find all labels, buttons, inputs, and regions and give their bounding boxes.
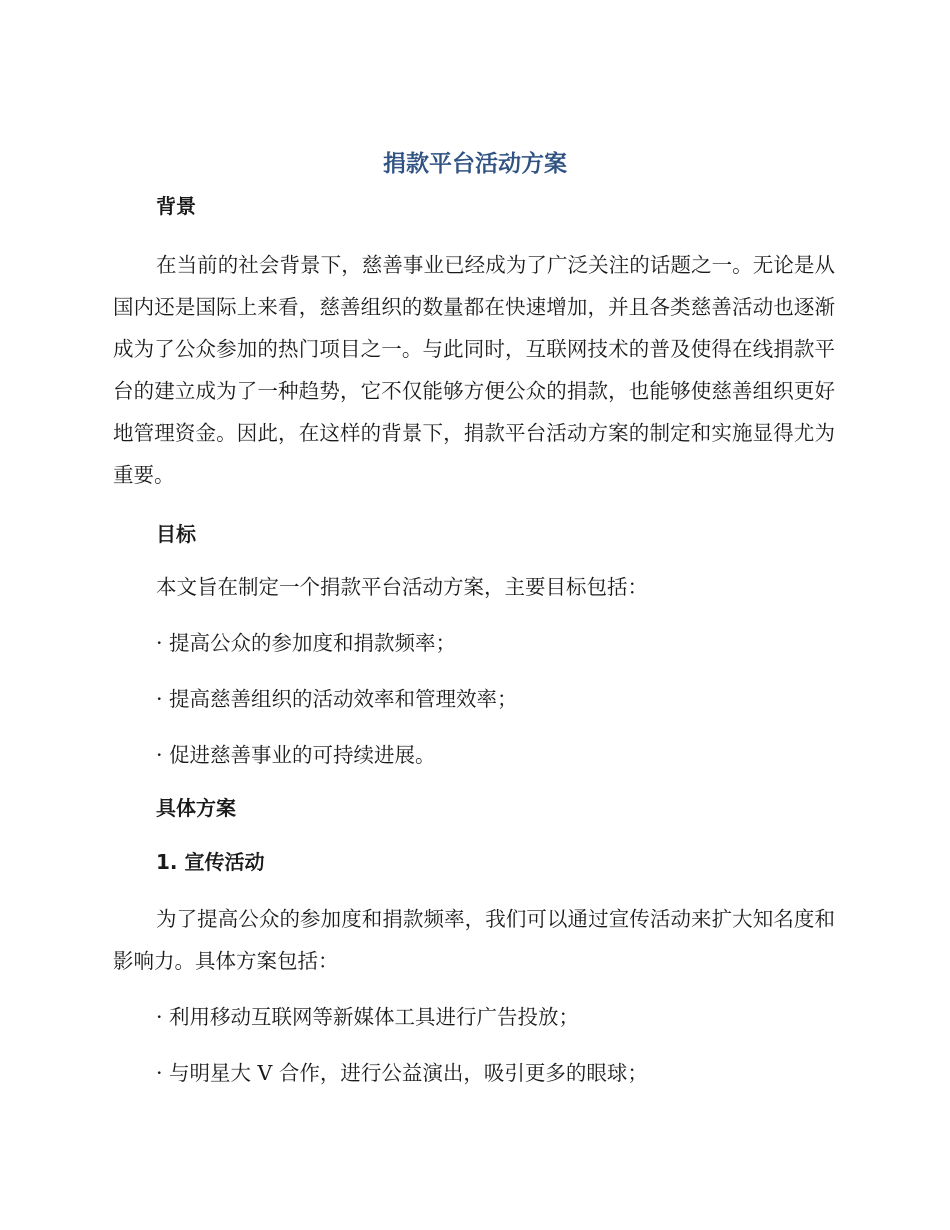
goals-item-3: · 促进慈善事业的可持续进展。 xyxy=(156,743,436,767)
promotion-paragraph: 为了提高公众的参加度和捐款频率，我们可以通过宣传活动来扩大知名度和影响力。具体方案包括： xyxy=(113,907,835,973)
document-body xyxy=(113,188,835,1094)
section-heading-goals: 目标 xyxy=(156,522,196,546)
goals-item-1: · 提高公众的参加度和捐款频率； xyxy=(156,631,457,655)
goals-intro: 本文旨在制定一个捐款平台活动方案，主要目标包括： xyxy=(156,575,648,599)
promotion-item-1: · 利用移动互联网等新媒体工具进行广告投放； xyxy=(156,1005,580,1029)
background-paragraph: 在当前的社会背景下，慈善事业已经成为了广泛关注的话题之一。无论是从国内还是国际上来看，慈善组织的数量都在快速增加，并且各类慈善活动也逐渐成为了公众参加的热门项目之一。与此同时，互联网技术的普及使得在线捐款平台的建立成为了一种趋势，它不仅能够方便公众的捐款，也能够使慈善组织更好地管理资金。因此，在这样的背景下，捐款平台活动方案的制定和实施显得尤为重要。 xyxy=(113,253,835,487)
goals-item-2: · 提高慈善组织的活动效率和管理效率； xyxy=(156,687,518,711)
subsection-heading-promotion: 1. 宣传活动 xyxy=(156,850,265,874)
promotion-item-2: · 与明星大 V 合作，进行公益演出，吸引更多的眼球； xyxy=(156,1061,648,1085)
section-heading-background: 背景 xyxy=(156,194,196,218)
section-heading-plan: 具体方案 xyxy=(156,796,236,820)
page-title: 捐款平台活动方案 xyxy=(383,151,567,177)
